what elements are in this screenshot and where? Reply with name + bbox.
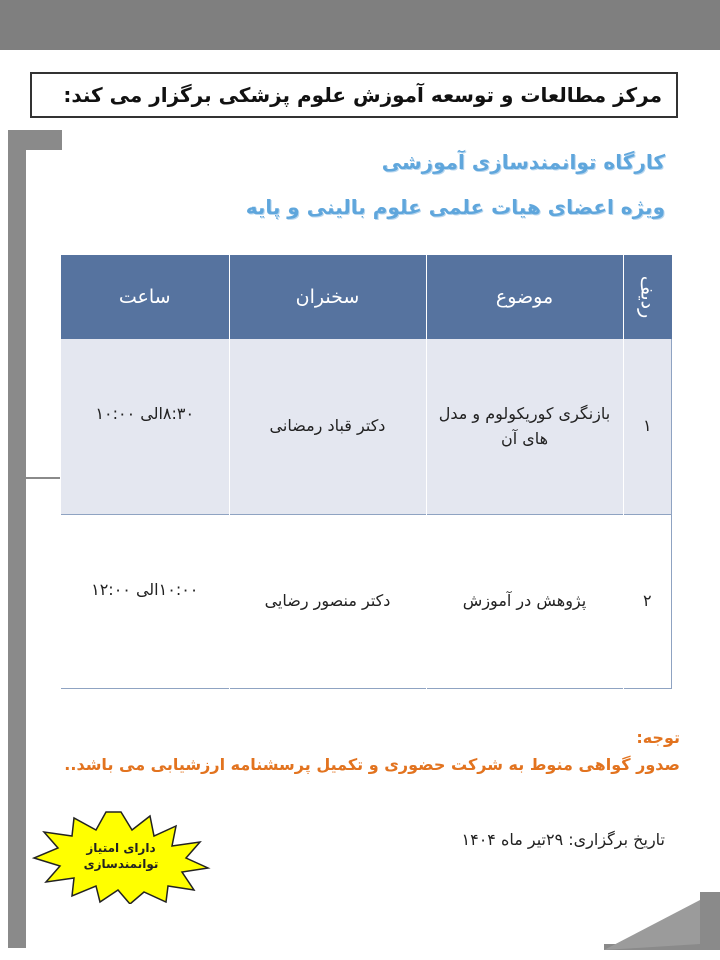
header-row-number (623, 255, 672, 339)
note-text: صدور گواهی منوط به شرکت حضوری و تکمیل پرسشنامه ارزشیابی می باشد.. (64, 755, 680, 774)
table-header-row (61, 255, 672, 339)
workshop-title: کارگاه توانمندسازی آموزشی (381, 150, 665, 174)
top-bar (0, 0, 720, 50)
bottom-right-wedge (604, 900, 700, 950)
table-row (61, 514, 672, 688)
row-number-cell: ۱ (623, 339, 672, 514)
header-box (30, 72, 678, 118)
row-number-cell: ۲ (623, 514, 672, 688)
header-text: مرکز مطالعات و توسعه آموزش علوم پزشکی برگزار می کند: (63, 83, 662, 107)
time-cell: ۸:۳۰الی ۱۰:۰۰ (61, 339, 230, 514)
topic-cell: پژوهش در آموزش (426, 514, 623, 688)
speaker-cell: دکتر قباد رمضانی (229, 339, 426, 514)
badge-line-1: دارای امتیاز (86, 840, 156, 855)
event-date: تاریخ برگزاری: ۲۹تیر ماه ۱۴۰۴ (461, 830, 665, 849)
speaker-cell: دکتر منصور رضایی (229, 514, 426, 688)
badge-text (30, 808, 212, 904)
header-topic: موضوع (426, 255, 623, 339)
workshop-audience: ویژه اعضای هیات علمی علوم بالینی و پایه (245, 195, 665, 219)
time-cell: ۱۰:۰۰الی ۱۲:۰۰ (61, 514, 230, 688)
note-title: توجه: (636, 728, 680, 747)
header-row-number-label: ردیف (636, 275, 659, 319)
header-time: ساعت (61, 255, 230, 339)
topic-cell: بازنگری کوریکولوم و مدل های آن (426, 339, 623, 514)
badge-line-2: توانمندسازی (83, 857, 159, 871)
bottom-right-bracket-shape (604, 892, 720, 950)
table-row (61, 339, 672, 514)
schedule-table (60, 255, 672, 689)
header-speaker: سخنران (229, 255, 426, 339)
